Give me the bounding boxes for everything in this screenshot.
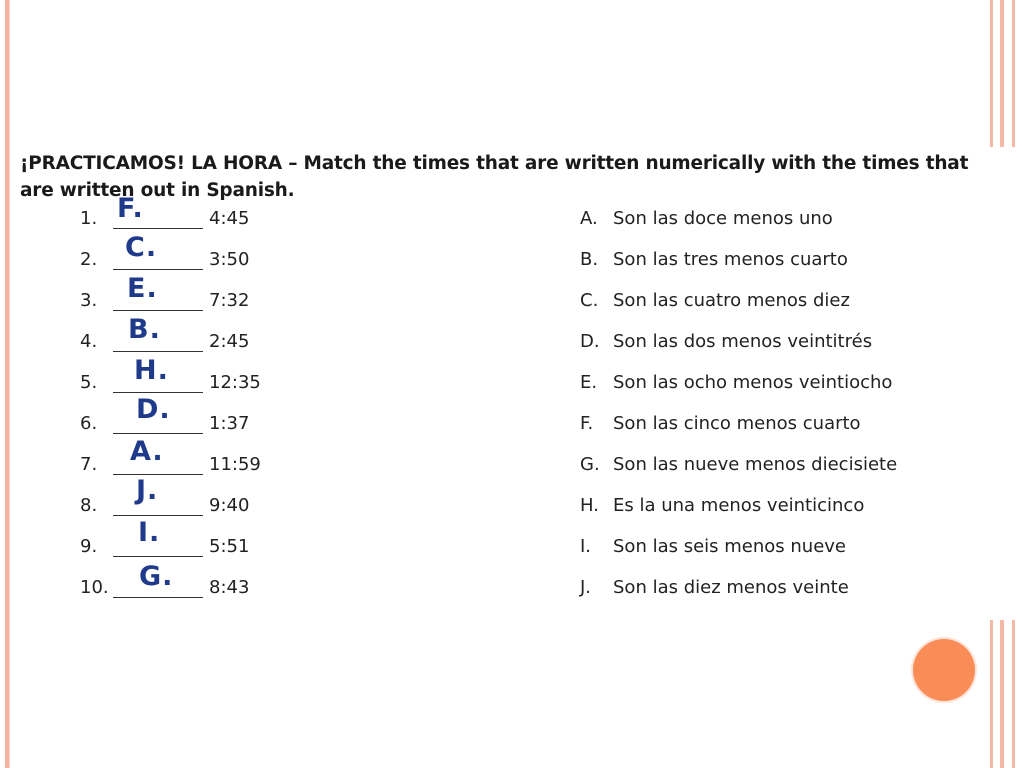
answer-blank	[113, 433, 203, 434]
choice-text: Es la una menos veinticinco	[613, 495, 865, 516]
question-time: 3:50	[209, 249, 250, 270]
choice-letter: F.	[580, 413, 594, 434]
filled-answer: G.	[139, 561, 174, 592]
choice-item	[580, 249, 848, 270]
filled-answer: E.	[127, 273, 158, 304]
choice-letter: J.	[580, 577, 592, 598]
choice-item	[580, 413, 861, 434]
question-number: 1.	[80, 208, 98, 229]
choice-text: Son las dos menos veintitrés	[613, 331, 873, 352]
question-number: 10.	[80, 577, 109, 598]
choice-text: Son las nueve menos diecisiete	[613, 454, 898, 475]
choice-letter: A.	[580, 208, 598, 229]
choice-text: Son las diez menos veinte	[613, 577, 849, 598]
question-number: 5.	[80, 372, 98, 393]
choice-letter: H.	[580, 495, 599, 516]
question-time: 2:45	[209, 331, 250, 352]
answer-blank	[113, 556, 203, 557]
filled-answer: J.	[136, 475, 159, 506]
choice-letter: D.	[580, 331, 600, 352]
filled-answer: A.	[130, 436, 164, 467]
choice-item	[580, 331, 872, 352]
question-number: 3.	[80, 290, 98, 311]
question-time: 7:32	[209, 290, 250, 311]
filled-answer: B.	[128, 314, 161, 345]
question-time: 11:59	[209, 454, 261, 475]
choice-item	[580, 454, 897, 475]
choice-letter: C.	[580, 290, 599, 311]
choice-item	[580, 495, 864, 516]
answer-blank	[113, 228, 203, 229]
answer-blank	[113, 392, 203, 393]
filled-answer: H.	[134, 355, 169, 386]
question-number: 7.	[80, 454, 98, 475]
answer-blank	[113, 515, 203, 516]
choice-item	[580, 536, 846, 557]
choice-letter: E.	[580, 372, 598, 393]
filled-answer: C.	[125, 232, 158, 263]
question-time: 9:40	[209, 495, 250, 516]
choice-text: Son las cuatro menos diez	[613, 290, 850, 311]
question-time: 12:35	[209, 372, 261, 393]
worksheet-title: ¡PRACTICAMOS! LA HORA – Match the times that are written numerically with the times that are written out in Spanish.	[20, 153, 969, 201]
choice-text: Son las tres menos cuarto	[613, 249, 848, 270]
question-number: 6.	[80, 413, 98, 434]
choice-text: Son las seis menos nueve	[613, 536, 846, 557]
answer-blank	[113, 597, 203, 598]
choice-item	[580, 577, 849, 598]
choice-text: Son las doce menos uno	[613, 208, 833, 229]
choice-item	[580, 208, 833, 229]
question-number: 4.	[80, 331, 98, 352]
choice-item	[580, 290, 850, 311]
decorative-circle	[913, 639, 975, 701]
question-number: 8.	[80, 495, 98, 516]
question-time: 1:37	[209, 413, 250, 434]
filled-answer: I.	[138, 517, 161, 548]
choice-text: Son las cinco menos cuarto	[613, 413, 861, 434]
question-number: 2.	[80, 249, 98, 270]
question-time: 5:51	[209, 536, 250, 557]
answer-blank	[113, 351, 203, 352]
question-time: 8:43	[209, 577, 250, 598]
choice-letter: B.	[580, 249, 599, 270]
question-time: 4:45	[209, 208, 250, 229]
filled-answer: F.	[117, 193, 144, 224]
question-number: 9.	[80, 536, 98, 557]
choice-item	[580, 372, 892, 393]
answer-blank	[113, 269, 203, 270]
choice-letter: G.	[580, 454, 600, 475]
filled-answer: D.	[136, 394, 171, 425]
choice-letter: I.	[580, 536, 592, 557]
answer-blank	[113, 310, 203, 311]
choice-text: Son las ocho menos veintiocho	[613, 372, 893, 393]
